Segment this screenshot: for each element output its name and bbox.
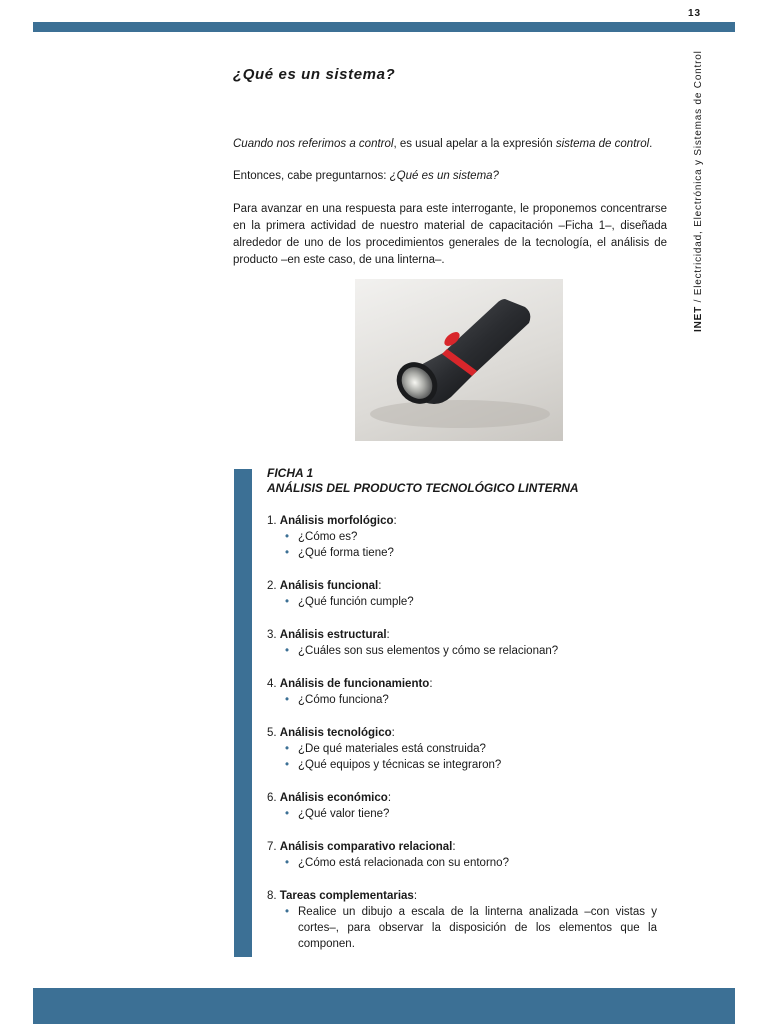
ficha-section-3: [267, 627, 657, 659]
list-item: • ¿Qué forma tiene?: [285, 545, 657, 561]
list-item: • ¿Cuáles son sus elementos y cómo se relacionan?: [285, 643, 657, 659]
section-number: 1.: [267, 515, 280, 527]
section-title: [267, 578, 657, 594]
list-item: • ¿Qué valor tiene?: [285, 806, 657, 822]
section-number: 6.: [267, 792, 280, 804]
list-item: • ¿Qué función cumple?: [285, 594, 657, 610]
bottom-bar: [33, 988, 735, 1024]
ficha-section-2: [267, 578, 657, 610]
section-number: 8.: [267, 890, 280, 902]
section-title: [267, 676, 657, 692]
paragraph-question: [233, 168, 667, 185]
list-item: • ¿De qué materiales está construida?: [285, 741, 657, 757]
section-title: [267, 725, 657, 741]
top-bar: [33, 22, 735, 32]
ficha-section-1: [267, 513, 657, 561]
para1-text-d: .: [649, 138, 653, 150]
running-head: [693, 50, 704, 332]
para2-text-a: Entonces, cabe preguntarnos:: [233, 170, 390, 182]
section-list: [267, 855, 657, 871]
section-colon: :: [386, 629, 390, 641]
section-list: [267, 643, 657, 659]
section-list: [267, 594, 657, 610]
ficha-section-5: [267, 725, 657, 773]
section-title-text: Análisis funcional: [279, 580, 379, 592]
ficha-header: [267, 466, 657, 496]
section-colon: :: [413, 890, 418, 902]
section-title: [267, 790, 657, 806]
list-item: • Realice un dibujo a escala de la linterna analizada –con vistas y cortes–, para observar la disposición de los elementos que la componen.: [285, 904, 657, 952]
section-list: [267, 904, 657, 952]
list-item: • ¿Qué equipos y técnicas se integraron?: [285, 757, 657, 773]
section-list: [267, 692, 657, 708]
section-colon: :: [387, 792, 392, 804]
section-colon: :: [378, 580, 382, 592]
section-colon: :: [391, 727, 395, 739]
ficha-section-4: [267, 676, 657, 708]
ficha-box: [267, 466, 657, 952]
ficha-section-8: [267, 888, 657, 952]
ficha-title: ANÁLISIS DEL PRODUCTO TECNOLÓGICO LINTERNA: [267, 481, 579, 495]
ficha-accent-bar: [234, 469, 252, 957]
ficha-section-6: [267, 790, 657, 822]
section-title-text: Análisis estructural: [279, 629, 387, 641]
paragraph-intro: [233, 136, 667, 153]
para2-italic-b: ¿Qué es un sistema?: [389, 170, 499, 182]
section-title: [267, 888, 657, 904]
para1-text-b: , es usual apelar a la expresión: [393, 138, 556, 150]
section-number: 5.: [267, 727, 280, 739]
section-title-text: Análisis tecnológico: [279, 727, 392, 739]
list-item: • ¿Cómo está relacionada con su entorno?: [285, 855, 657, 871]
section-colon: :: [393, 515, 397, 527]
section-colon: :: [452, 841, 456, 853]
section-number: 4.: [267, 678, 280, 690]
list-item: • ¿Cómo funciona?: [285, 692, 657, 708]
running-head-bold: INET: [693, 306, 704, 332]
para1-italic-c: sistema de control: [555, 138, 650, 150]
ficha-section-7: [267, 839, 657, 871]
section-title-text: Análisis comparativo relacional: [279, 841, 453, 853]
list-item: • ¿Cómo es?: [285, 529, 657, 545]
section-title-text: Análisis económico: [279, 792, 388, 804]
section-title: [267, 839, 657, 855]
page-title: ¿Qué es un sistema?: [233, 66, 396, 83]
section-number: 7.: [267, 841, 280, 853]
section-list: [267, 529, 657, 561]
paragraph-proposal: Para avanzar en una respuesta para este interrogante, le proponemos concentrarse en la primera actividad de nuestro material de capacitación –Ficha 1–, diseñada alrededor de uno de los procedimientos generales de la tecnología, el análisis de producto –en este caso, de una linterna–.: [233, 203, 667, 266]
section-title: [267, 627, 657, 643]
page-number: 13: [688, 8, 702, 19]
section-title-text: Análisis morfológico: [279, 515, 394, 527]
section-number: 3.: [267, 629, 280, 641]
running-head-rest: / Electricidad, Electrónica y Sistemas de Control: [693, 50, 704, 307]
section-title: [267, 513, 657, 529]
section-list: [267, 741, 657, 773]
section-number: 2.: [267, 580, 280, 592]
flashlight-icon: [355, 279, 563, 441]
ficha-label: FICHA 1: [267, 466, 314, 480]
section-list: [267, 806, 657, 822]
flashlight-photo: [355, 279, 563, 441]
para1-italic-a: Cuando nos referimos a control: [233, 138, 394, 150]
section-colon: :: [429, 678, 433, 690]
section-title-text: Tareas complementarias: [279, 890, 414, 902]
section-title-text: Análisis de funcionamiento: [279, 678, 430, 690]
